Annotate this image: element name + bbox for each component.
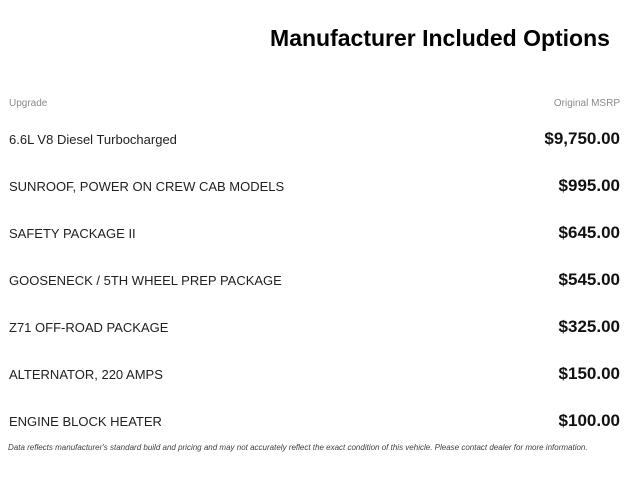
- column-header-original-msrp: Original MSRP: [553, 97, 620, 109]
- table-row: [0, 257, 640, 304]
- option-label: Z71 OFF-ROAD PACKAGE: [9, 319, 169, 335]
- option-price: $325.00: [558, 317, 620, 337]
- options-table: [0, 116, 640, 445]
- option-price: $100.00: [558, 411, 620, 431]
- page-title: Manufacturer Included Options: [270, 25, 610, 51]
- table-row: [0, 351, 640, 398]
- option-label: SUNROOF, POWER ON CREW CAB MODELS: [9, 178, 285, 194]
- option-label: 6.6L V8 Diesel Turbocharged: [9, 131, 177, 147]
- column-header-upgrade: Upgrade: [9, 97, 48, 109]
- table-row: [0, 163, 640, 210]
- disclaimer-text: Data reflects manufacturer's standard build and pricing and may not accurately reflect the exact condition of this vehicle. Please contact dealer for more information.: [8, 442, 588, 452]
- option-price: $645.00: [558, 223, 620, 243]
- option-label: ALTERNATOR, 220 AMPS: [9, 366, 163, 382]
- option-label: ENGINE BLOCK HEATER: [9, 413, 162, 429]
- option-price: $995.00: [558, 176, 620, 196]
- table-column-headers: [0, 98, 640, 110]
- table-row: [0, 116, 640, 163]
- table-row: [0, 210, 640, 257]
- table-row: [0, 304, 640, 351]
- option-price: $9,750.00: [544, 129, 620, 149]
- option-price: $150.00: [558, 364, 620, 384]
- option-label: SAFETY PACKAGE II: [9, 225, 136, 241]
- option-label: GOOSENECK / 5TH WHEEL PREP PACKAGE: [9, 272, 282, 288]
- table-row: [0, 398, 640, 445]
- option-price: $545.00: [558, 270, 620, 290]
